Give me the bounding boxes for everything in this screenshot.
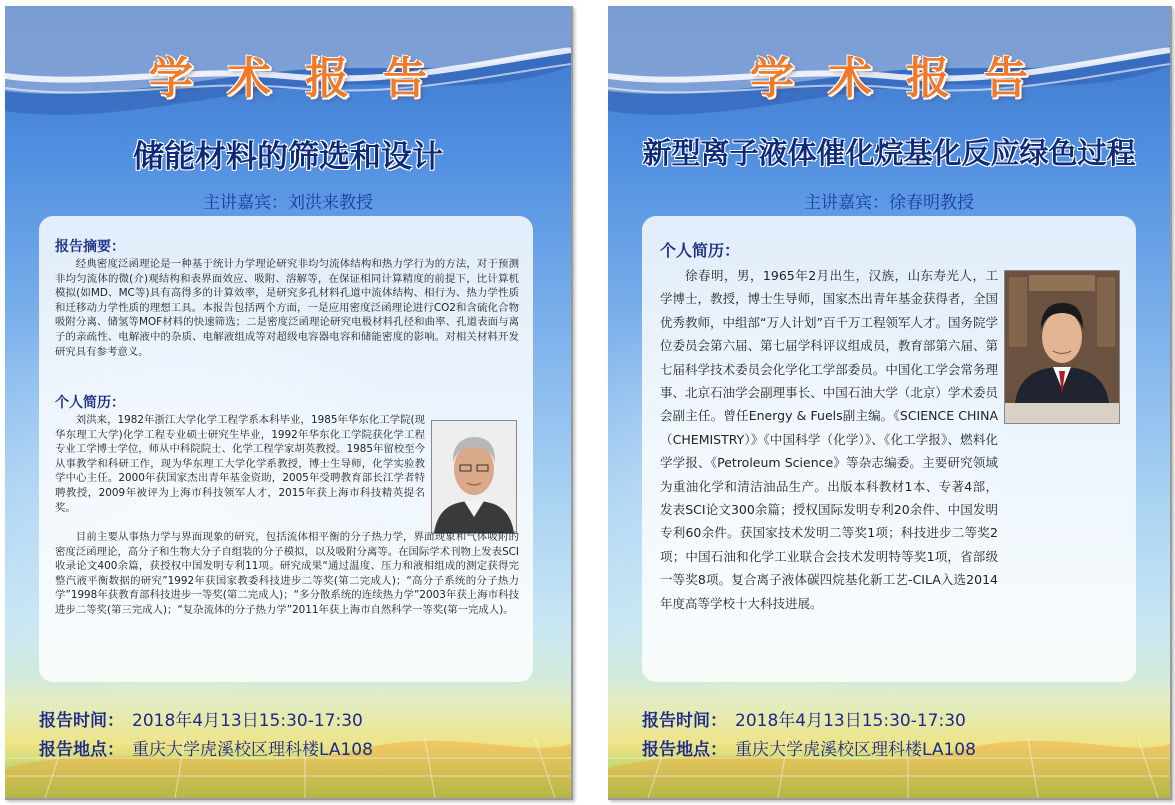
bio-text-2: 目前主要从事热力学与界面现象的研究，包括流体相平衡的分子热力学，界面现象和气体吸附的密度泛函理论，高分子和生物大分子自组装的分子模拟，以及吸附分离等。在国际学术刊物上发表SCI收录论文400余篇，获授权中国发明专利11项。研究成果“通过温度、压力和液相组成的测定获得完整汽液平衡数据的研究”1992年获国家教委科技进步二等奖(第二完成人)；“高分子系统的分子热力学”1998年获教育部科技进步一等奖(第二完成人)；“多分散系统的连续热力学”2003年获上海市科技进步二等奖(第三完成人)；“复杂流体的分子热力学”2011年获上海市自然科学一等奖(第一完成人)。 xyxy=(55,531,519,616)
time-value: 2018年4月13日15:30-17:30 xyxy=(735,711,966,731)
abstract-heading: 报告摘要： xyxy=(55,239,125,255)
time-label: 报告时间： xyxy=(39,711,124,731)
abstract-text: 经典密度泛函理论是一种基于统计力学理论研究非均匀流体结构和热力学行为的方法，对于预测非均匀流体的微(介)观结构和表界面效应、吸附、溶解等，在保证相同计算精度的前提下，比计算机模拟(如MD、MC等)具有高得多的计算效率，是研究多孔材料孔道中流体结构、相行为、热力学性质和迁移动力学性质的理想工具。本报告包括两个方面，一是应用密度泛函理论进行CO2和含硫化合物吸附分离、储氢等MOF材料的快速筛选；二是密度泛函理论研究电极材料孔径和曲率、孔道表面与离子的亲疏性、电解液中的杂质、电解液组成等对超级电容器电容和储能密度的影响。对相关材料开发研究具有参考意义。 xyxy=(55,258,519,358)
speaker-line xyxy=(608,188,1170,213)
speaker-portrait-icon xyxy=(1005,271,1119,423)
speaker-label: 主讲嘉宾： xyxy=(203,193,288,213)
content-panel xyxy=(39,216,533,682)
talk-title: 新型离子液体催化烷基化反应绿色过程 xyxy=(642,136,1136,170)
speaker-name: 徐春明教授 xyxy=(889,193,974,213)
place-value: 重庆大学虎溪校区理科楼LA108 xyxy=(735,740,976,760)
bio-heading: 个人简历： xyxy=(660,241,741,260)
poster-right xyxy=(608,6,1172,800)
time-value: 2018年4月13日15:30-17:30 xyxy=(132,711,363,731)
speaker-photo xyxy=(431,420,517,534)
place-value: 重庆大学虎溪校区理科楼LA108 xyxy=(132,740,373,760)
speaker-photo xyxy=(1004,270,1120,424)
speaker-line xyxy=(5,188,571,213)
poster-left xyxy=(5,6,573,800)
poster-header: 学术报告 xyxy=(149,53,461,104)
bio-text-content: 徐春明，男，1965年2月出生，汉族，山东寿光人，工学博士，教授，博士生导师，国家杰出青年基金获得者，全国优秀教师，中组部“万人计划”百千万工程领军人才。国务院学位委员会第六届、第七届学科评议组成员，教育部第六届、第七届科学技术委员会化学化工学部委员。中国化工学会常务理事、北京石油学会副理事长、中国石油大学（北京）学术委员会副主任。曾任Energy & Fuels副主编。《SCIENCE CHINA（CHEMISTRY）》《中国科学（化学）》、《化工学报》、燃料化学学报、《Petroleum Science》等杂志编委。主要研究领域为重油化学和清洁油品生产。出版本科教材1本、专著4部，发表SCI论文300余篇；授权国际发明专利20余件、中国发明专利60余件。获国家技术发明二等奖1项；科技进步二等奖2项；中国石油和化学工业联合会技术发明特等奖1项，省部级一等奖8项。复合离子液体碳四烷基化新工艺-CILA入选2014年度高等学校十大科技进展。 xyxy=(660,268,998,611)
time-label: 报告时间： xyxy=(642,711,727,731)
bio-text-1: 刘洪来，1982年浙江大学化学工程学系本科毕业，1985年华东化工学院(现华东理工大学)化学工程专业硕士研究生毕业，1992年华东化工学院获化学工程专业工学博士学位，师从中科院院士、化学工程学家胡英教授。1985年留校至今从事教学和科研工作，现为华东理工大学化学系教授，博士生导师，化学实验教学中心主任。2000年获国家杰出青年基金资助，2005年受聘教育部长江学者特聘教授，2009年被评为上海市科技领军人才，2015年获上海市科技精英提名奖。 xyxy=(55,414,425,514)
talk-place xyxy=(39,735,373,760)
speaker-label: 主讲嘉宾： xyxy=(804,193,889,213)
content-panel xyxy=(642,216,1136,682)
speaker-name: 刘洪来教授 xyxy=(288,193,373,213)
talk-time xyxy=(642,706,966,731)
place-label: 报告地点： xyxy=(642,740,727,760)
talk-time xyxy=(39,706,363,731)
speaker-portrait-icon xyxy=(432,421,516,533)
talk-title: 储能材料的筛选和设计 xyxy=(133,139,443,175)
place-label: 报告地点： xyxy=(39,740,124,760)
bio-heading: 个人简历： xyxy=(55,395,125,411)
talk-place xyxy=(642,735,976,760)
poster-header: 学术报告 xyxy=(750,53,1062,104)
bio-text xyxy=(660,264,998,615)
